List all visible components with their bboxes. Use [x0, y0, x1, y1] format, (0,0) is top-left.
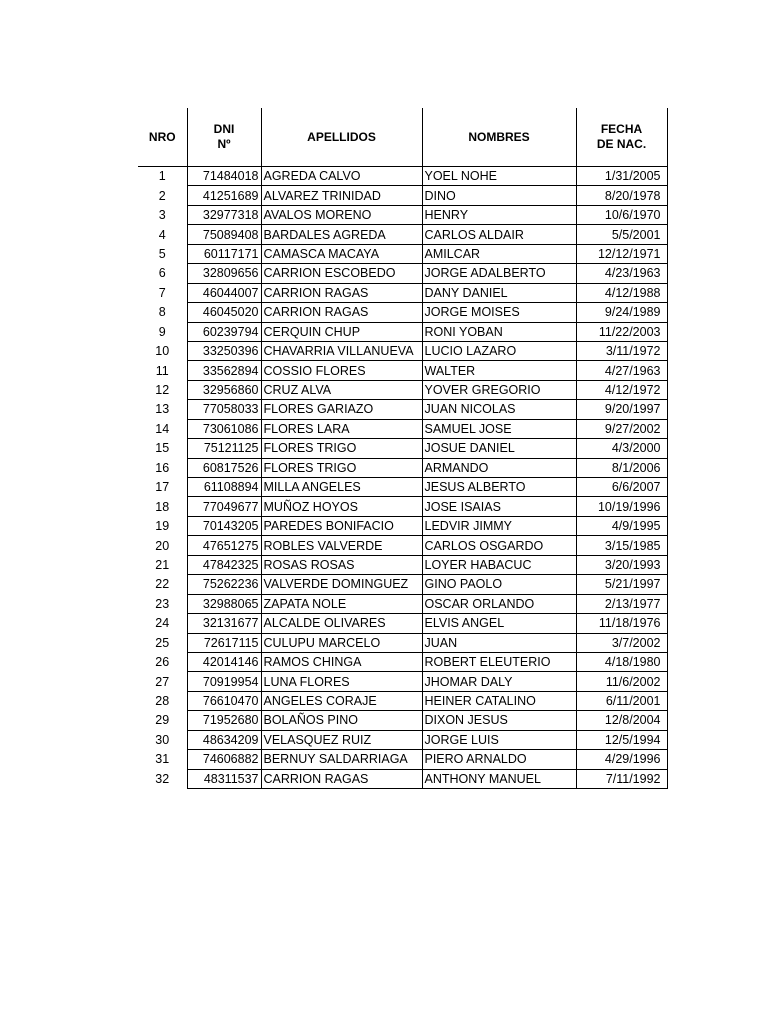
cell-dni: 72617115 [187, 633, 261, 652]
cell-nro: 15 [138, 439, 187, 458]
cell-dni: 33250396 [187, 341, 261, 360]
table-row [138, 186, 667, 205]
cell-dni: 42014146 [187, 652, 261, 671]
cell-apellidos: FLORES LARA [261, 419, 422, 438]
cell-dni: 74606882 [187, 750, 261, 769]
cell-apellidos: VALVERDE DOMINGUEZ [261, 575, 422, 594]
table-row [138, 711, 667, 730]
cell-nro: 2 [138, 186, 187, 205]
cell-apellidos: CARRION RAGAS [261, 769, 422, 788]
cell-dni: 70143205 [187, 516, 261, 535]
cell-dni: 47842325 [187, 555, 261, 574]
cell-apellidos: FLORES TRIGO [261, 439, 422, 458]
cell-apellidos: CRUZ ALVA [261, 380, 422, 399]
table-row [138, 730, 667, 749]
table-row [138, 750, 667, 769]
cell-nro: 3 [138, 205, 187, 224]
cell-nro: 1 [138, 167, 187, 186]
cell-dni: 41251689 [187, 186, 261, 205]
table-row [138, 555, 667, 574]
cell-dni: 32809656 [187, 264, 261, 283]
cell-nro: 19 [138, 516, 187, 535]
cell-dni: 60817526 [187, 458, 261, 477]
cell-dni: 33562894 [187, 361, 261, 380]
cell-apellidos: ROSAS ROSAS [261, 555, 422, 574]
cell-apellidos: CARRION ESCOBEDO [261, 264, 422, 283]
cell-nro: 22 [138, 575, 187, 594]
table-row [138, 439, 667, 458]
cell-dni: 46045020 [187, 303, 261, 322]
cell-nombres: HENRY [422, 205, 576, 224]
cell-dni: 77058033 [187, 400, 261, 419]
cell-fecha: 4/12/1972 [576, 380, 667, 399]
cell-fecha: 8/20/1978 [576, 186, 667, 205]
cell-nro: 6 [138, 264, 187, 283]
header-row [138, 108, 667, 167]
cell-fecha: 3/11/1972 [576, 341, 667, 360]
cell-fecha: 9/24/1989 [576, 303, 667, 322]
cell-nro: 25 [138, 633, 187, 652]
cell-nro: 12 [138, 380, 187, 399]
cell-fecha: 4/29/1996 [576, 750, 667, 769]
cell-fecha: 12/5/1994 [576, 730, 667, 749]
table-row [138, 614, 667, 633]
cell-nro: 24 [138, 614, 187, 633]
cell-fecha: 12/8/2004 [576, 711, 667, 730]
cell-fecha: 6/6/2007 [576, 478, 667, 497]
cell-nro: 29 [138, 711, 187, 730]
cell-dni: 71484018 [187, 167, 261, 186]
cell-fecha: 11/18/1976 [576, 614, 667, 633]
cell-apellidos: BARDALES AGREDA [261, 225, 422, 244]
table-row [138, 594, 667, 613]
table-row [138, 769, 667, 788]
cell-fecha: 4/3/2000 [576, 439, 667, 458]
cell-fecha: 3/20/1993 [576, 555, 667, 574]
cell-fecha: 11/6/2002 [576, 672, 667, 691]
cell-nombres: OSCAR ORLANDO [422, 594, 576, 613]
cell-nro: 7 [138, 283, 187, 302]
cell-nombres: JOSE ISAIAS [422, 497, 576, 516]
cell-dni: 73061086 [187, 419, 261, 438]
table-row [138, 244, 667, 263]
cell-nombres: YOVER GREGORIO [422, 380, 576, 399]
cell-nombres: ARMANDO [422, 458, 576, 477]
cell-apellidos: ALCALDE OLIVARES [261, 614, 422, 633]
table-row [138, 652, 667, 671]
cell-dni: 77049677 [187, 497, 261, 516]
cell-nombres: JUAN [422, 633, 576, 652]
table-row [138, 361, 667, 380]
cell-dni: 48311537 [187, 769, 261, 788]
cell-nro: 13 [138, 400, 187, 419]
cell-dni: 47651275 [187, 536, 261, 555]
cell-apellidos: LUNA FLORES [261, 672, 422, 691]
cell-nro: 28 [138, 691, 187, 710]
cell-apellidos: ROBLES VALVERDE [261, 536, 422, 555]
cell-nombres: AMILCAR [422, 244, 576, 263]
cell-apellidos: ALVAREZ TRINIDAD [261, 186, 422, 205]
cell-dni: 60239794 [187, 322, 261, 341]
table-row [138, 516, 667, 535]
cell-nombres: PIERO ARNALDO [422, 750, 576, 769]
table-row [138, 575, 667, 594]
cell-apellidos: CULUPU MARCELO [261, 633, 422, 652]
cell-fecha: 9/27/2002 [576, 419, 667, 438]
cell-fecha: 1/31/2005 [576, 167, 667, 186]
cell-apellidos: BOLAÑOS PINO [261, 711, 422, 730]
cell-fecha: 4/18/1980 [576, 652, 667, 671]
cell-dni: 75089408 [187, 225, 261, 244]
cell-nombres: GINO PAOLO [422, 575, 576, 594]
cell-fecha: 2/13/1977 [576, 594, 667, 613]
cell-nombres: JHOMAR DALY [422, 672, 576, 691]
cell-dni: 61108894 [187, 478, 261, 497]
cell-nro: 21 [138, 555, 187, 574]
table-row [138, 633, 667, 652]
cell-nro: 10 [138, 341, 187, 360]
cell-nombres: JORGE MOISES [422, 303, 576, 322]
table-row [138, 283, 667, 302]
cell-fecha: 5/21/1997 [576, 575, 667, 594]
cell-apellidos: VELASQUEZ RUIZ [261, 730, 422, 749]
table-row [138, 691, 667, 710]
cell-apellidos: AGREDA CALVO [261, 167, 422, 186]
table-row [138, 303, 667, 322]
cell-nombres: LOYER HABACUC [422, 555, 576, 574]
cell-apellidos: BERNUY SALDARRIAGA [261, 750, 422, 769]
table-row [138, 380, 667, 399]
cell-apellidos: ZAPATA NOLE [261, 594, 422, 613]
cell-nro: 14 [138, 419, 187, 438]
cell-dni: 75121125 [187, 439, 261, 458]
table-row [138, 419, 667, 438]
header-dni: DNI Nº [187, 108, 261, 167]
cell-nro: 32 [138, 769, 187, 788]
cell-nombres: RONI YOBAN [422, 322, 576, 341]
header-apellidos: APELLIDOS [261, 108, 422, 167]
cell-fecha: 4/27/1963 [576, 361, 667, 380]
cell-nro: 17 [138, 478, 187, 497]
cell-dni: 75262236 [187, 575, 261, 594]
spreadsheet-page [138, 108, 668, 789]
table-row [138, 497, 667, 516]
cell-nombres: LUCIO LAZARO [422, 341, 576, 360]
header-fecha: FECHA DE NAC. [576, 108, 667, 167]
cell-nombres: ROBERT ELEUTERIO [422, 652, 576, 671]
cell-dni: 70919954 [187, 672, 261, 691]
cell-nro: 20 [138, 536, 187, 555]
cell-apellidos: ANGELES CORAJE [261, 691, 422, 710]
table-row [138, 205, 667, 224]
cell-nro: 5 [138, 244, 187, 263]
header-nombres: NOMBRES [422, 108, 576, 167]
cell-nombres: SAMUEL JOSE [422, 419, 576, 438]
cell-fecha: 11/22/2003 [576, 322, 667, 341]
table-row [138, 536, 667, 555]
cell-apellidos: CHAVARRIA VILLANUEVA [261, 341, 422, 360]
cell-nro: 16 [138, 458, 187, 477]
cell-fecha: 10/6/1970 [576, 205, 667, 224]
cell-nro: 26 [138, 652, 187, 671]
cell-nombres: LEDVIR JIMMY [422, 516, 576, 535]
cell-fecha: 3/15/1985 [576, 536, 667, 555]
table-row [138, 478, 667, 497]
table-row [138, 341, 667, 360]
cell-nro: 8 [138, 303, 187, 322]
cell-fecha: 4/12/1988 [576, 283, 667, 302]
cell-fecha: 4/9/1995 [576, 516, 667, 535]
cell-apellidos: RAMOS CHINGA [261, 652, 422, 671]
cell-nombres: ELVIS ANGEL [422, 614, 576, 633]
cell-nombres: DINO [422, 186, 576, 205]
cell-apellidos: CAMASCA MACAYA [261, 244, 422, 263]
cell-apellidos: FLORES GARIAZO [261, 400, 422, 419]
cell-dni: 32131677 [187, 614, 261, 633]
cell-nombres: CARLOS OSGARDO [422, 536, 576, 555]
table-row [138, 167, 667, 186]
cell-fecha: 8/1/2006 [576, 458, 667, 477]
cell-nro: 27 [138, 672, 187, 691]
header-nro: NRO [138, 108, 187, 167]
cell-nombres: JORGE LUIS [422, 730, 576, 749]
table-row [138, 264, 667, 283]
cell-nro: 11 [138, 361, 187, 380]
cell-fecha: 3/7/2002 [576, 633, 667, 652]
cell-fecha: 7/11/1992 [576, 769, 667, 788]
cell-nombres: HEINER CATALINO [422, 691, 576, 710]
cell-nombres: DANY DANIEL [422, 283, 576, 302]
cell-nombres: CARLOS ALDAIR [422, 225, 576, 244]
table-row [138, 322, 667, 341]
cell-fecha: 6/11/2001 [576, 691, 667, 710]
cell-fecha: 9/20/1997 [576, 400, 667, 419]
cell-nro: 23 [138, 594, 187, 613]
cell-nro: 31 [138, 750, 187, 769]
cell-dni: 60117171 [187, 244, 261, 263]
cell-apellidos: CERQUIN CHUP [261, 322, 422, 341]
cell-apellidos: CARRION RAGAS [261, 283, 422, 302]
cell-nombres: JUAN NICOLAS [422, 400, 576, 419]
table-row [138, 672, 667, 691]
cell-nro: 9 [138, 322, 187, 341]
cell-nombres: WALTER [422, 361, 576, 380]
cell-fecha: 4/23/1963 [576, 264, 667, 283]
cell-apellidos: MUÑOZ HOYOS [261, 497, 422, 516]
cell-apellidos: PAREDES BONIFACIO [261, 516, 422, 535]
cell-apellidos: COSSIO FLORES [261, 361, 422, 380]
table-row [138, 400, 667, 419]
cell-nro: 18 [138, 497, 187, 516]
cell-apellidos: AVALOS MORENO [261, 205, 422, 224]
cell-fecha: 12/12/1971 [576, 244, 667, 263]
cell-fecha: 10/19/1996 [576, 497, 667, 516]
cell-dni: 32956860 [187, 380, 261, 399]
cell-dni: 76610470 [187, 691, 261, 710]
table-row [138, 458, 667, 477]
cell-nombres: JESUS ALBERTO [422, 478, 576, 497]
table-row [138, 225, 667, 244]
cell-nombres: DIXON JESUS [422, 711, 576, 730]
people-table [138, 108, 668, 789]
cell-apellidos: CARRION RAGAS [261, 303, 422, 322]
cell-dni: 32988065 [187, 594, 261, 613]
cell-apellidos: FLORES TRIGO [261, 458, 422, 477]
cell-nombres: ANTHONY MANUEL [422, 769, 576, 788]
cell-dni: 71952680 [187, 711, 261, 730]
cell-fecha: 5/5/2001 [576, 225, 667, 244]
cell-dni: 46044007 [187, 283, 261, 302]
cell-nombres: JORGE ADALBERTO [422, 264, 576, 283]
cell-nombres: JOSUE DANIEL [422, 439, 576, 458]
cell-dni: 48634209 [187, 730, 261, 749]
cell-nro: 30 [138, 730, 187, 749]
cell-dni: 32977318 [187, 205, 261, 224]
cell-apellidos: MILLA ANGELES [261, 478, 422, 497]
cell-nro: 4 [138, 225, 187, 244]
cell-nombres: YOEL NOHE [422, 167, 576, 186]
